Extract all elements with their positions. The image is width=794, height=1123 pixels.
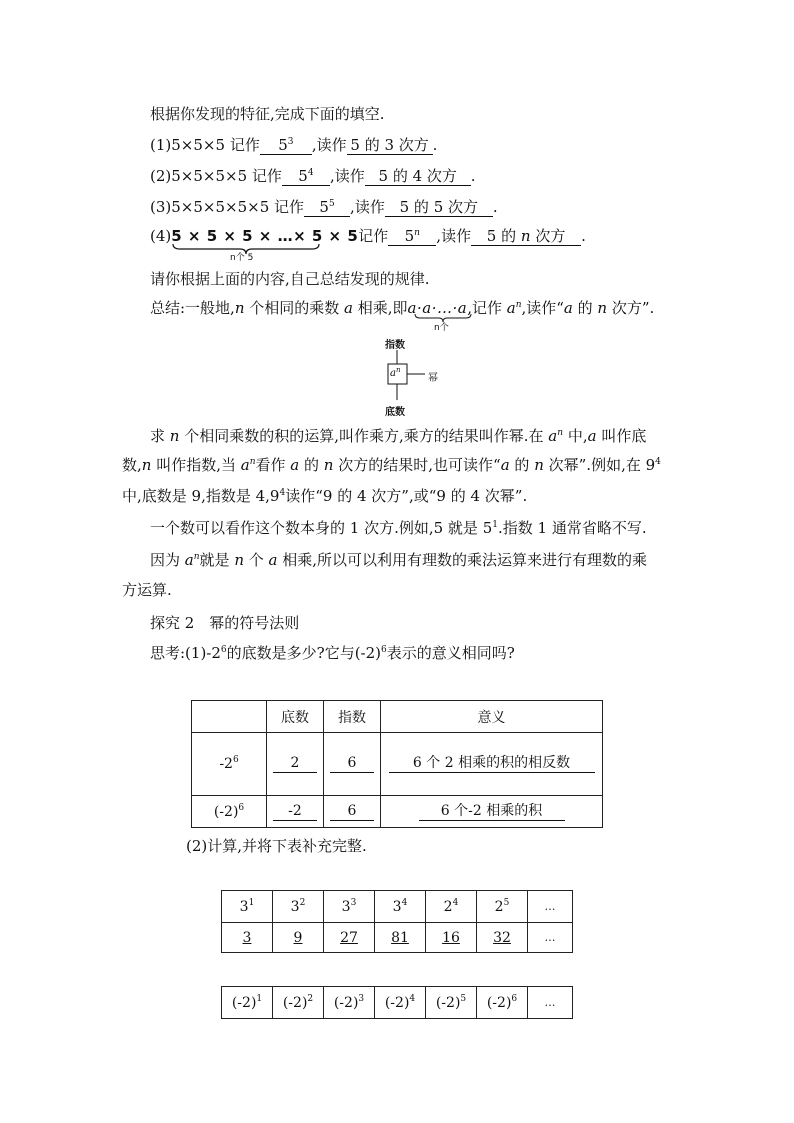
table-cell: -2: [267, 796, 324, 828]
item-3: (3)5×5×5×5×5 记作 $5^5$ ,读作 5 的 5 次方 .: [150, 198, 498, 216]
table-cell: 3: [222, 923, 273, 953]
calc-prompt: (2)计算,并将下表补充完整.: [186, 837, 367, 855]
table-header-cell: 底数: [267, 701, 324, 733]
section-heading: 探究 2 幂的符号法则: [150, 614, 300, 632]
paragraph-operation: 因为 $a^n$就是 n 个 a 相乘,所以可以利用有理数的乘法运算来进行有理数的乘: [150, 551, 648, 569]
table-header-cell: [192, 701, 267, 733]
paragraph-first-power: 一个数可以看作这个数本身的 1 次方.例如,5 就是 $5^1$.指数 1 通常省略不写.: [150, 519, 647, 537]
powers-table: [221, 890, 573, 953]
table-cell: 16: [426, 923, 477, 953]
table-cell: 2: [267, 733, 324, 796]
table-cell: …: [528, 987, 573, 1019]
item-2: (2)5×5×5×5 记作 $5^4$ ,读作 5 的 4 次方 .: [150, 167, 476, 185]
answer-blank: 5 的 3 次方: [347, 137, 433, 155]
paragraph-definition-3: 中,底数是 9,指数是 $4,9^4$读作“9 的 4 次方”,或“9 的 4 次幂”.: [122, 487, 528, 505]
table-cell: $2^5$: [477, 891, 528, 923]
table-row: [192, 733, 603, 796]
answer-blank: 5 的 n 次方: [471, 228, 581, 246]
table-row: [222, 987, 573, 1019]
table-cell: $2^4$: [426, 891, 477, 923]
table-cell: $(-2)^1$: [222, 987, 273, 1019]
brace-label: n个 5: [230, 253, 254, 263]
summary-prompt: 请你根据上面的内容,自己总结发现的规律.: [150, 270, 430, 288]
table-cell: 81: [375, 923, 426, 953]
answer-blank: $5^5$: [304, 199, 350, 217]
answer-blank: 5$^n$: [388, 228, 436, 246]
table-cell: $3^1$: [222, 891, 273, 923]
table-cell: 9: [273, 923, 324, 953]
table-row: [192, 796, 603, 828]
diagram-power-label: 幂: [428, 373, 438, 384]
table-cell: …: [528, 891, 573, 923]
table-row: [222, 923, 573, 953]
diagram-base-label: 底数: [385, 407, 405, 418]
brace-label: n个: [434, 323, 449, 333]
think-question: 思考$:(1)-2^6$的底数是多少?它与$(-2)^6$表示的意义相同吗?: [150, 644, 515, 662]
table-header-row: [192, 701, 603, 733]
negative-powers-table: [221, 986, 573, 1019]
product-expression: 5 × 5 × 5 × …× 5 × 5: [171, 227, 359, 245]
intro-text: 根据你发现的特征,完成下面的填空.: [150, 105, 385, 123]
paragraph-definition: 求 n 个相同乘数的积的运算,叫作乘方,乘方的结果叫作幂.在 $a^n$ 中,a 叫作底: [150, 427, 647, 445]
comparison-table: [191, 700, 603, 828]
table-cell: 32: [477, 923, 528, 953]
diagram-power: $a^n$: [390, 366, 401, 379]
table-header-cell: 指数: [324, 701, 381, 733]
diagram-exponent-label: 指数: [385, 340, 405, 351]
table-cell: $3^2$: [273, 891, 324, 923]
answer-blank: $5^4$: [282, 168, 330, 186]
table-row: [222, 891, 573, 923]
product-expression: a·a·…·a: [407, 299, 468, 317]
table-cell: 6 个-2 相乘的积: [381, 796, 603, 828]
table-cell: …: [528, 923, 573, 953]
paragraph-operation-2: 方运算.: [122, 581, 172, 599]
answer-blank: 5 的 5 次方: [385, 199, 493, 217]
table-header-cell: 意义: [381, 701, 603, 733]
table-cell: $(-2)^6$: [192, 796, 267, 828]
table-cell: $(-2)^5$: [426, 987, 477, 1019]
table-cell: $3^3$: [324, 891, 375, 923]
table-cell: 6 个 2 相乘的积的相反数: [381, 733, 603, 796]
table-cell: 6: [324, 733, 381, 796]
table-cell: 27: [324, 923, 375, 953]
item-1: (1)5×5×5 记作 $5^3$ ,读作 5 的 3 次方 .: [150, 136, 438, 154]
paragraph-definition-2: 数,n 叫作指数,当 $a^n$看作 a 的 n 次方的结果时,也可读作“a 的 n 次幂”.例如,在 $9^4$: [122, 456, 661, 474]
table-cell: $(-2)^3$: [324, 987, 375, 1019]
table-cell: $(-2)^4$: [375, 987, 426, 1019]
table-cell: 6: [324, 796, 381, 828]
answer-blank: 5 的 4 次方: [365, 168, 471, 186]
item-4: (4)5 × 5 × 5 × …× 5 × 5记作 5$^n$ ,读作 5 的 n 次方 .: [150, 227, 586, 245]
answer-blank: $5^3$: [260, 137, 312, 155]
table-cell: $3^4$: [375, 891, 426, 923]
table-cell: $(-2)^6$: [477, 987, 528, 1019]
table-cell: $-2^6$: [192, 733, 267, 796]
table-cell: $(-2)^2$: [273, 987, 324, 1019]
summary-text: 总结:一般地,n 个相同的乘数 a 相乘,即a·a·…·a,记作 $a^n$,读作“a 的 n 次方”.: [150, 299, 655, 317]
